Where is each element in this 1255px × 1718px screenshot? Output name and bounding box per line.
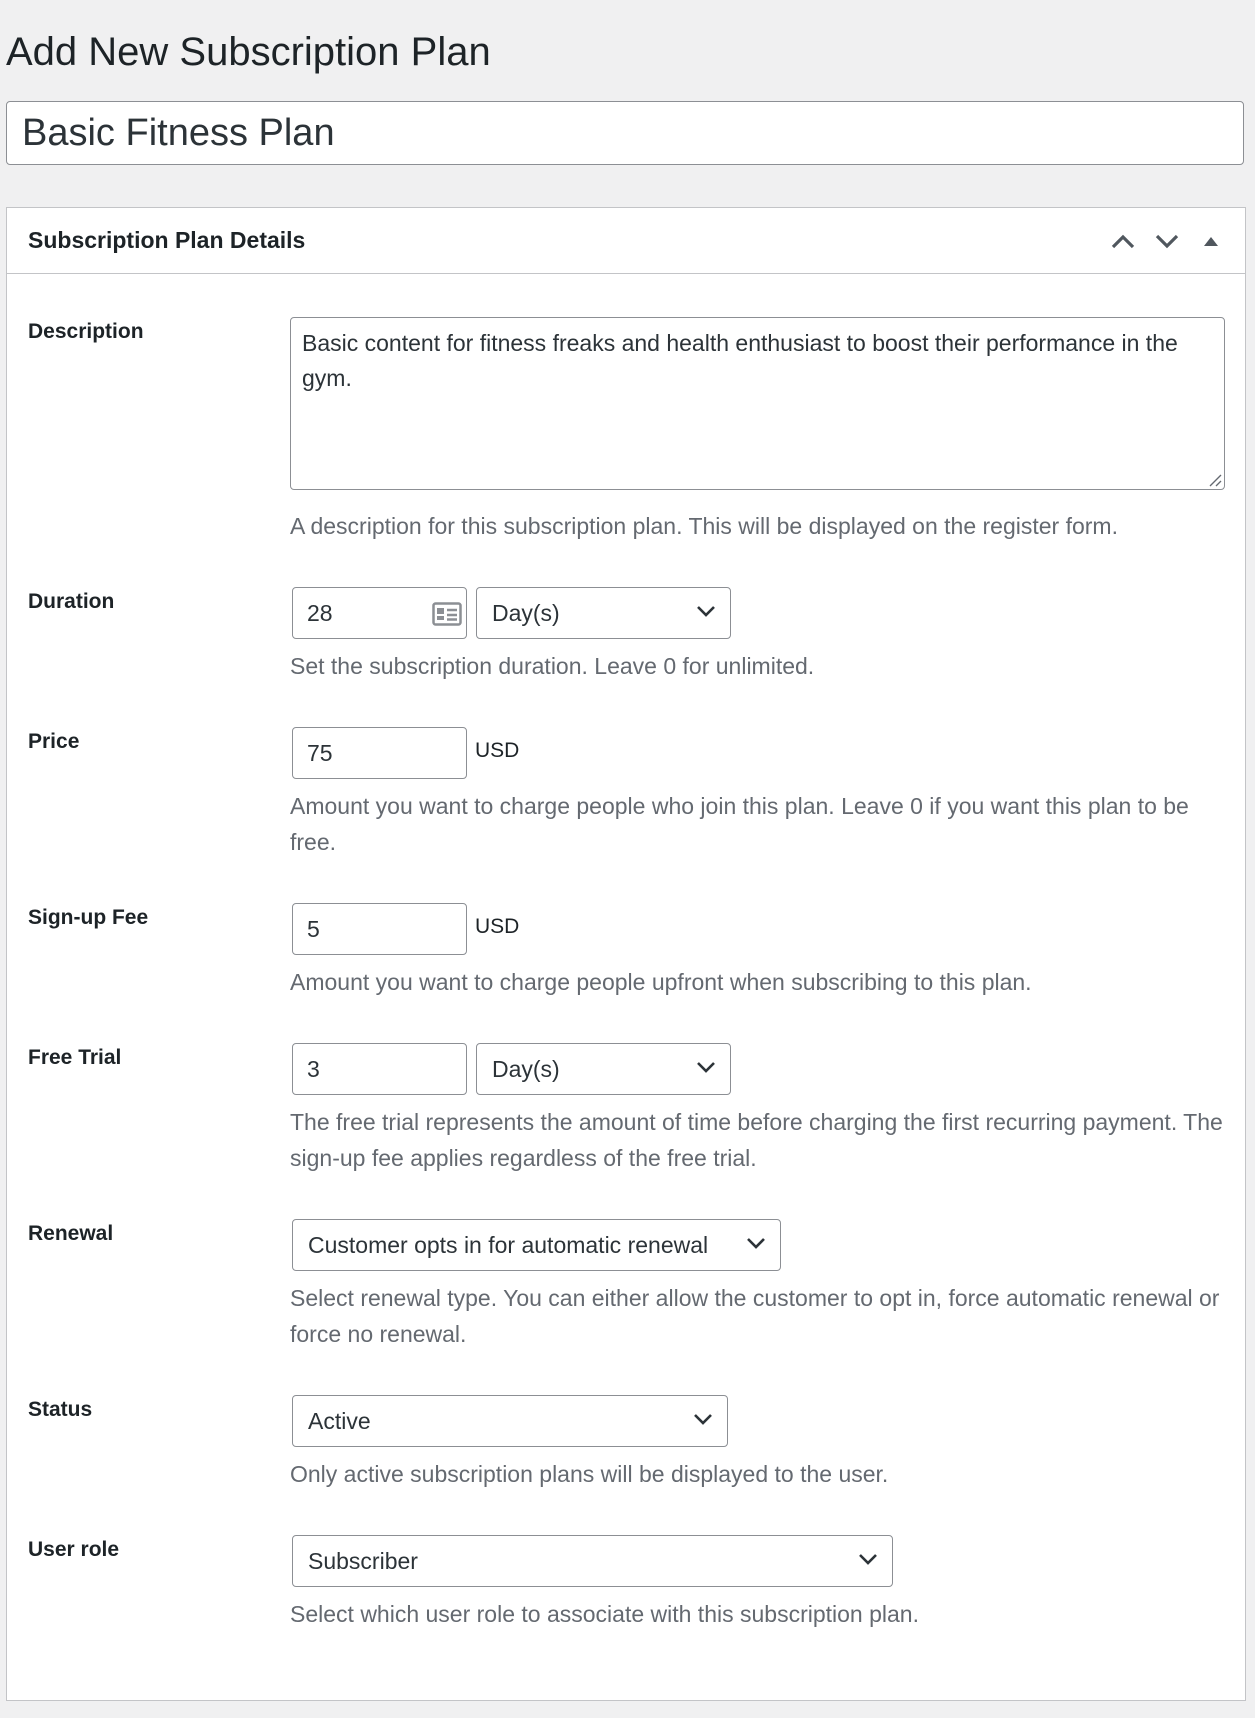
free-trial-value: 3 <box>307 1055 320 1082</box>
price-input[interactable] <box>292 727 467 779</box>
description-label: Description <box>28 320 144 343</box>
price-label: Price <box>28 730 80 753</box>
toggle-panel-button[interactable] <box>1189 219 1233 263</box>
signup-fee-help: Amount you want to charge people upfront when subscribing to this plan. <box>290 969 1032 995</box>
signup-fee-input[interactable] <box>292 903 467 955</box>
user-role-value: Subscriber <box>308 1547 418 1574</box>
panel-header <box>7 208 1245 274</box>
signup-fee-currency: USD <box>475 915 520 938</box>
price-currency: USD <box>475 739 520 762</box>
renewal-help: Select renewal type. You can either allow the customer to opt in, force automatic renewal or force no renewal. <box>290 1285 1220 1347</box>
chevron-up-icon <box>1110 233 1136 249</box>
duration-label: Duration <box>28 590 115 613</box>
free-trial-label: Free Trial <box>28 1046 122 1069</box>
free-trial-unit-value: Day(s) <box>492 1055 560 1082</box>
status-value: Active <box>308 1407 371 1434</box>
duration-unit-select[interactable] <box>476 587 731 639</box>
status-label: Status <box>28 1398 93 1421</box>
subscription-details-panel <box>6 207 1246 1701</box>
resize-grip-icon[interactable] <box>1206 471 1222 487</box>
user-role-label: User role <box>28 1538 120 1561</box>
page-title: Add New Subscription Plan <box>6 30 491 74</box>
chevron-down-icon <box>696 1060 716 1074</box>
panel-handle-actions <box>1101 219 1233 263</box>
signup-fee-label: Sign-up Fee <box>28 906 149 929</box>
description-text: Basic content for fitness freaks and health enthusiast to boost their performance in the gym. <box>302 330 1178 391</box>
duration-input[interactable] <box>292 587 467 639</box>
move-up-button[interactable] <box>1101 219 1145 263</box>
signup-fee-value: 5 <box>307 915 320 942</box>
renewal-value: Customer opts in for automatic renewal <box>308 1231 709 1258</box>
duration-unit-value: Day(s) <box>492 599 560 626</box>
status-help: Only active subscription plans will be displayed to the user. <box>290 1461 889 1487</box>
price-help: Amount you want to charge people who join this plan. Leave 0 if you want this plan to be free. <box>290 793 1189 855</box>
chevron-down-icon <box>746 1236 766 1250</box>
chevron-down-icon <box>1154 233 1180 249</box>
duration-help: Set the subscription duration. Leave 0 for unlimited. <box>290 653 815 679</box>
free-trial-help: The free trial represents the amount of time before charging the first recurring payment. The sign-up fee applies regardless of the free trial. <box>290 1109 1223 1171</box>
move-down-button[interactable] <box>1145 219 1189 263</box>
plan-title-input[interactable] <box>6 101 1244 165</box>
price-value: 75 <box>307 739 333 766</box>
renewal-select[interactable] <box>292 1219 781 1271</box>
panel-title: Subscription Plan Details <box>28 227 306 253</box>
free-trial-unit-select[interactable] <box>476 1043 731 1095</box>
triangle-up-icon <box>1203 235 1219 247</box>
renewal-label: Renewal <box>28 1222 114 1245</box>
status-select[interactable] <box>292 1395 728 1447</box>
user-role-help: Select which user role to associate with this subscription plan. <box>290 1601 919 1627</box>
chevron-down-icon <box>858 1552 878 1566</box>
user-role-select[interactable] <box>292 1535 893 1587</box>
description-help: A description for this subscription plan. This will be displayed on the register form. <box>290 513 1118 539</box>
calendar-icon <box>432 602 462 626</box>
duration-value: 28 <box>307 599 333 626</box>
free-trial-input[interactable] <box>292 1043 467 1095</box>
chevron-down-icon <box>693 1412 713 1426</box>
description-textarea[interactable] <box>290 317 1225 490</box>
chevron-down-icon <box>696 604 716 618</box>
